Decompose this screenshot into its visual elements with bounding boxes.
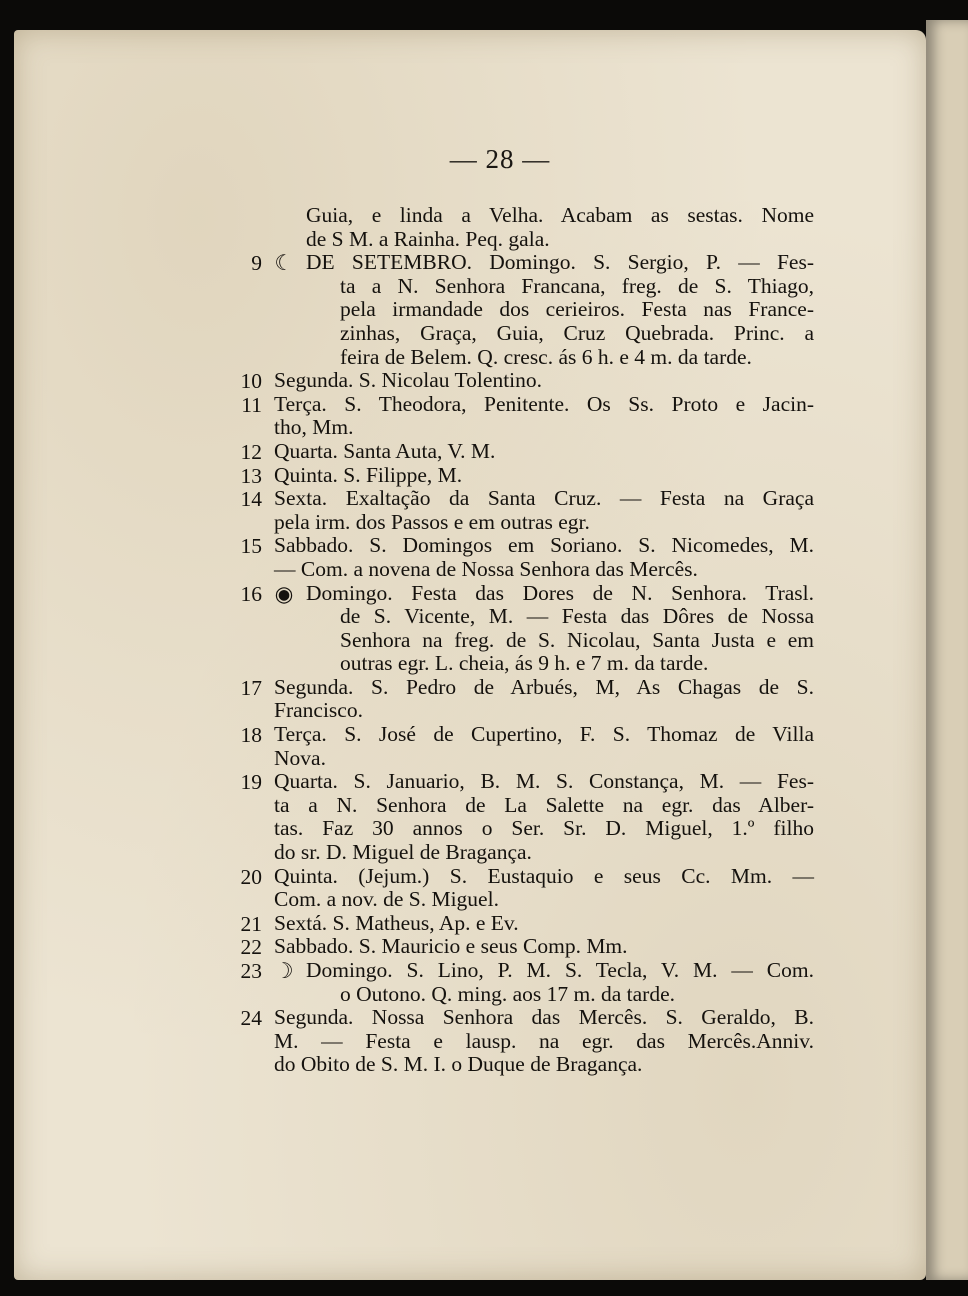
day-number: 9 — [251, 251, 262, 276]
text-line: zinhas, Graça, Guia, Cruz Quebrada. Princ. a — [340, 320, 814, 345]
text-line: pela irm. dos Passos e em outras egr. — [274, 509, 590, 534]
day-number: 14 — [240, 487, 262, 512]
moon-phase-icon: ◉ — [274, 581, 294, 606]
day-number: 17 — [240, 675, 262, 700]
calendar-entry — [234, 959, 814, 1006]
day-number: 20 — [240, 864, 262, 889]
text-line: Com. a nov. de S. Miguel. — [274, 887, 499, 912]
text-line: DE SETEMBRO. Domingo. S. Sergio, P. — Fes- — [306, 250, 814, 275]
text-line: Quarta. S. Januario, B. M. S. Constança, M. — Fes- — [274, 769, 814, 794]
text-line: ta a N. Senhora Francana, freg. de S. Thiago, — [340, 273, 814, 298]
text-line: de S. Vicente, M. — Festa das Dôres de Nossa — [340, 604, 814, 629]
calendar-entry — [234, 393, 814, 440]
text-line: Terça. S. Theodora, Penitente. Os Ss. Proto e Jacin- — [274, 391, 814, 416]
calendar-entry — [234, 440, 814, 464]
text-line: Sabbado. S. Mauricio e seus Comp. Mm. — [274, 934, 628, 959]
text-line: Domingo. S. Lino, P. M. S. Tecla, V. M. — Com. — [306, 958, 814, 982]
text-line: Quinta. (Jejum.) S. Eustaquio e seus Cc. Mm. — — [274, 863, 814, 888]
day-number: 23 — [240, 959, 262, 983]
text-line: tas. Faz 30 annos o Ser. Sr. D. Miguel, 1.º filho — [274, 816, 814, 841]
page-number: — 28 — — [449, 144, 551, 174]
day-number: 12 — [240, 439, 262, 464]
calendar-entry — [234, 770, 814, 864]
moon-phase-icon: ☾ — [274, 251, 294, 276]
text-line: M. — Festa e lausp. na egr. das Mercês.Anniv. — [274, 1028, 814, 1053]
calendar-entry — [234, 723, 814, 770]
text-line: Segunda. S. Nicolau Tolentino. — [274, 368, 543, 393]
day-number: 13 — [240, 463, 262, 488]
calendar-entries — [234, 204, 814, 1077]
text-line: pela irmandade dos cerieiros. Festa nas France- — [340, 297, 814, 322]
day-number: 22 — [240, 935, 262, 960]
calendar-entry — [234, 865, 814, 912]
calendar-entry — [234, 369, 814, 393]
calendar-entry — [234, 251, 814, 369]
text-line: Francisco. — [274, 698, 363, 723]
calendar-entry — [234, 676, 814, 723]
text-line: Guia, e linda a Velha. Acabam as sestas. Nome — [306, 203, 814, 227]
text-line: o Outono. Q. ming. aos 17 m. da tarde. — [340, 981, 675, 1006]
text-line: do Obito de S. M. I. o Duque de Bragança. — [274, 1052, 643, 1077]
text-line: tho, Mm. — [274, 415, 354, 440]
text-line: feira de Belem. Q. cresc. ás 6 h. e 4 m. da tarde. — [340, 344, 752, 369]
text-line: Domingo. Festa das Dores de N. Senhora. Trasl. — [306, 580, 814, 605]
calendar-entry — [234, 912, 814, 936]
text-line: Sextá. S. Matheus, Ap. e Ev. — [274, 910, 519, 935]
day-number: 24 — [240, 1006, 262, 1031]
text-line: Terça. S. José de Cupertino, F. S. Thomaz de Villa — [274, 722, 814, 747]
day-number: 21 — [240, 911, 262, 936]
text-line: outras egr. L. cheia, ás 9 h. e 7 m. da tarde. — [340, 651, 709, 676]
continuation-text — [234, 204, 814, 251]
text-line: Senhora na freg. de S. Nicolau, Santa Justa e em — [340, 627, 814, 652]
text-line: Sabbado. S. Domingos em Soriano. S. Nicomedes, M. — [274, 533, 814, 558]
text-line: Sexta. Exaltação da Santa Cruz. — Festa na Graça — [274, 486, 814, 511]
calendar-entry — [234, 1006, 814, 1077]
text-line: Nova. — [274, 745, 326, 770]
text-line: — Com. a novena de Nossa Senhora das Mercês. — [274, 556, 698, 581]
day-number: 15 — [240, 534, 262, 559]
next-page-edge — [926, 20, 968, 1280]
calendar-entry — [234, 582, 814, 676]
day-number: 11 — [241, 392, 262, 417]
text-line: Segunda. S. Pedro de Arbués, M, As Chagas de S. — [274, 674, 814, 699]
calendar-entry — [234, 464, 814, 488]
day-number: 16 — [240, 581, 262, 606]
calendar-entry — [234, 534, 814, 581]
calendar-entry — [234, 487, 814, 534]
day-number: 10 — [240, 369, 262, 394]
text-line: Quarta. Santa Auta, V. M. — [274, 438, 496, 463]
calendar-entry — [234, 935, 814, 959]
day-number: 19 — [240, 770, 262, 795]
moon-phase-icon: ☽ — [274, 959, 294, 983]
text-line: do sr. D. Miguel de Bragança. — [274, 840, 532, 865]
text-line: Quinta. S. Filippe, M. — [274, 462, 463, 487]
text-line: Segunda. Nossa Senhora das Mercês. S. Geraldo, B. — [274, 1005, 814, 1030]
text-line: ta a N. Senhora de La Salette na egr. das Alber- — [274, 792, 814, 817]
text-line: de S M. a Rainha. Peq. gala. — [306, 226, 550, 251]
day-number: 18 — [240, 723, 262, 748]
